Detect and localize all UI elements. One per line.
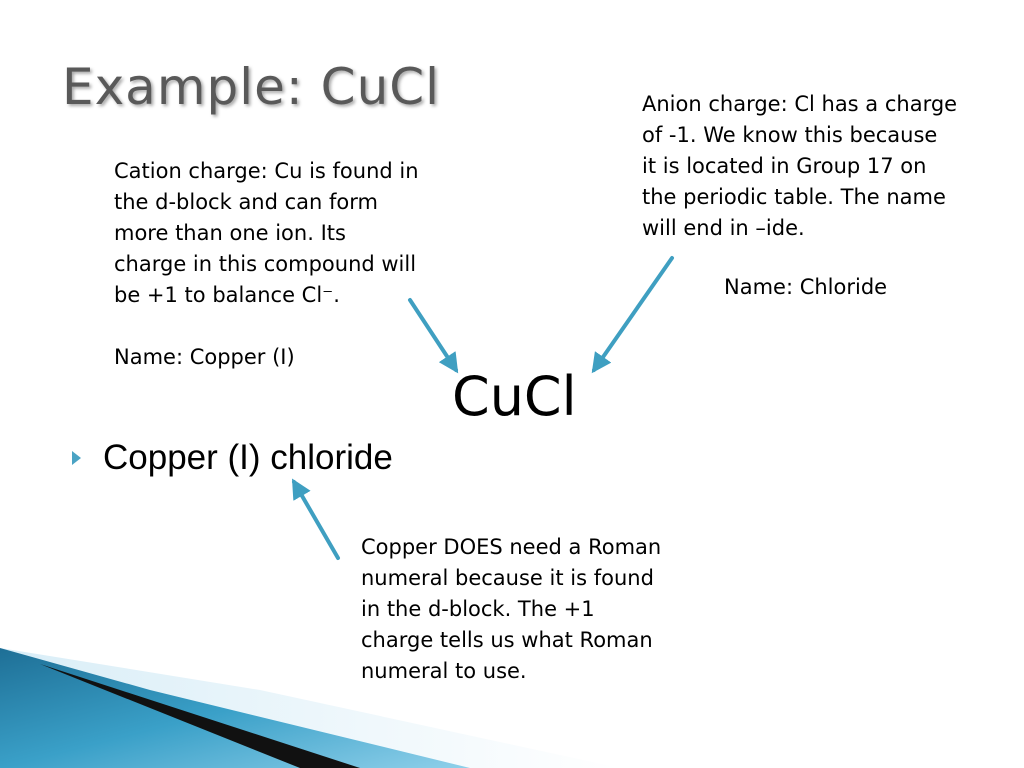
roman-note-line: in the d-block. The +1 <box>361 597 595 621</box>
anion-note-line: it is located in Group 17 on <box>642 154 927 178</box>
roman-note-line: numeral to use. <box>361 659 527 683</box>
roman-note-line: charge tells us what Roman <box>361 628 653 652</box>
anion-note-line: the periodic table. The name <box>642 185 946 209</box>
roman-arrow-icon <box>294 482 338 558</box>
cation-note-line: be +1 to balance Cl⁻. <box>114 283 340 307</box>
anion-arrow-icon <box>594 258 672 370</box>
slide-title: Example: CuCl <box>62 58 441 116</box>
cation-note-line: charge in this compound will <box>114 252 417 276</box>
cation-note-line: Cation charge: Cu is found in <box>114 159 419 183</box>
cation-note-line: the d-block and can form <box>114 190 378 214</box>
compound-name: Copper (I) chloride <box>103 438 393 477</box>
anion-note-line: Anion charge: Cl has a charge <box>642 92 958 116</box>
cation-arrow-icon <box>410 300 456 370</box>
anion-note-line: will end in –ide. <box>642 216 805 240</box>
anion-name: Name: Chloride <box>724 275 888 299</box>
cation-name: Name: Copper (I) <box>114 345 295 369</box>
roman-note-line: numeral because it is found <box>361 566 654 590</box>
cation-note-line: more than one ion. Its <box>114 221 346 245</box>
anion-note-line: of -1. We know this because <box>642 123 938 147</box>
roman-note-line: Copper DOES need a Roman <box>361 535 662 559</box>
compound-formula: CuCl <box>452 365 577 428</box>
